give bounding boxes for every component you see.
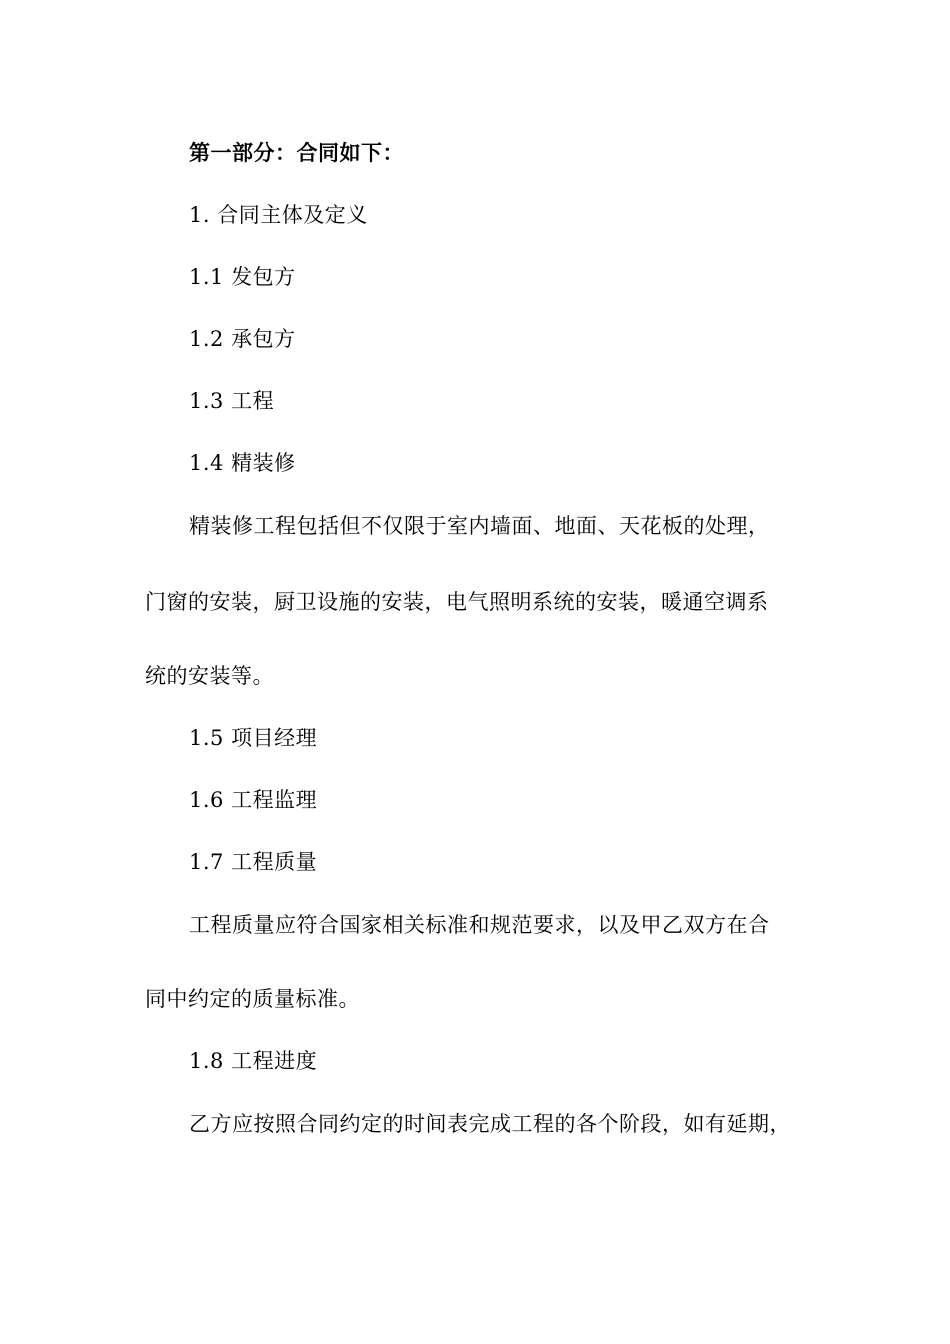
- paragraph-line: 工程质量应符合国家相关标准和规范要求，以及甲乙双方在合: [189, 913, 770, 937]
- clause-1-6: 1.6 工程监理: [189, 788, 318, 812]
- paragraph-line: 乙方应按照合同约定的时间表完成工程的各个阶段，如有延期，: [189, 1112, 791, 1136]
- clause-1-8: 1.8 工程进度: [189, 1049, 318, 1073]
- paragraph-line: 同中约定的质量标准。: [145, 987, 360, 1011]
- clause-1-1: 1.1 发包方: [189, 265, 296, 289]
- paragraph-line: 精装修工程包括但不仅限于室内墙面、地面、天花板的处理，: [189, 514, 770, 538]
- paragraph-line: 门窗的安装，厨卫设施的安装，电气照明系统的安装，暖通空调系: [145, 590, 769, 614]
- clause-1-2: 1.2 承包方: [189, 327, 296, 351]
- paragraph-line: 统的安装等。: [145, 664, 274, 688]
- section-heading: 第一部分：合同如下：: [189, 140, 404, 165]
- clause-1-3: 1.3 工程: [189, 389, 275, 413]
- clause-1-5: 1.5 项目经理: [189, 726, 318, 750]
- clause-1-7: 1.7 工程质量: [189, 850, 318, 874]
- clause-1-4: 1.4 精装修: [189, 451, 296, 475]
- section-title: 1. 合同主体及定义: [189, 203, 368, 227]
